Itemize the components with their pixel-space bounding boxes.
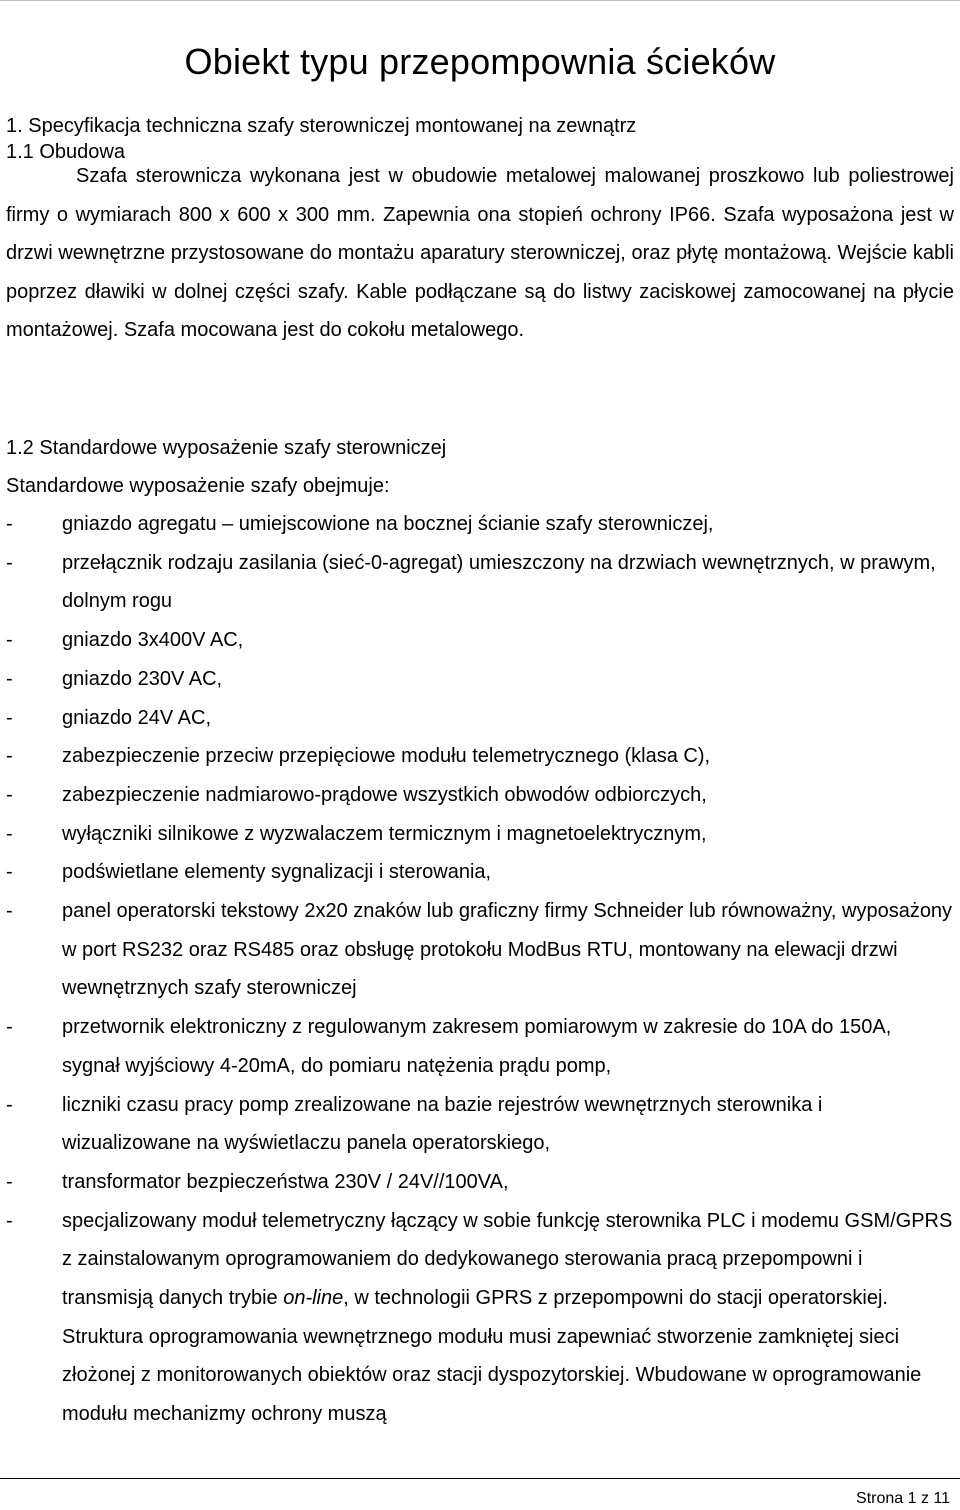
list-item — [6, 1086, 954, 1163]
list-item — [6, 1202, 954, 1434]
footer-divider — [0, 1478, 960, 1479]
list-item-text: panel operatorski tekstowy 2x20 znaków lub graficzny firmy Schneider lub równoważny, wyposażony w port RS232 oraz RS485 oraz obsługę protokołu ModBus RTU, montowany na elewacji drzwi wewnętrznych szafy sterowniczej — [62, 900, 953, 1000]
list-item — [6, 621, 954, 660]
page-number-footer: Strona 1 z 11 — [856, 1490, 950, 1507]
list-dash: - — [6, 1093, 13, 1116]
list-item — [6, 853, 954, 892]
section-1-1-text: Szafa sterownicza wykonana jest w obudowie metalowej malowanej proszkowo lub poliestrowej firmy o wymiarach 800 x 600 x 300 mm. Zapewnia ona stopień ochrony IP66. Szafa wyposażona jest w drzwi wewnętrzne przystosowane do montażu aparatury sterowniczej, oraz płytę montażową. Wejście kabli poprzez dławiki w dolnej części szafy. Kable podłączane są do listwy zaciskowej zamocowanej na płycie montażowej. Szafa mocowana jest do cokołu metalowego. — [6, 165, 954, 341]
list-item-text-part: specjalizowany moduł telemetryczny łączący w sobie funkcję sterownika PLC i modemu GSM/GPRS z zainstalowanym oprogramowaniem do dedykowanego sterowania pracą przepompowni i transmisją danych trybie — [62, 1209, 953, 1310]
list-item-text: transformator bezpieczeństwa 230V / 24V//100VA, — [62, 1170, 509, 1193]
list-item — [6, 1008, 954, 1085]
list-dash: - — [6, 1170, 13, 1193]
list-item-text: przetwornik elektroniczny z regulowanym zakresem pomiarowym w zakresie do 10A do 150A, sygnał wyjściowy 4-20mA, do pomiaru natężenia prądu pomp, — [62, 1016, 892, 1077]
list-dash: - — [6, 629, 13, 652]
list-item-text: zabezpieczenie przeciw przepięciowe modułu telemetrycznego (klasa C), — [62, 745, 711, 768]
list-dash: - — [6, 513, 13, 535]
paragraph-indent — [6, 165, 76, 187]
online-italic-text: on-line — [283, 1287, 344, 1310]
list-item-text-part: , w technologii GPRS z przepompowni do stacji operatorskiej. Struktura oprogramowania wewnętrznego modułu musi zapewniać stworzenie zamkniętej sieci złożonej z monitorowanych obiektów oraz stacji dyspozytorskiej. Wbudowane w oprogramowanie modułu mechanizmy ochrony muszą — [62, 1287, 922, 1426]
list-item-text: podświetlane elementy sygnalizacji i sterowania, — [62, 861, 492, 884]
section-1-heading: 1. Specyfikacja techniczna szafy sterowniczej montowanej na zewnątrz — [6, 115, 637, 137]
list-item-text: gniazdo agregatu – umiejscowione na bocznej ścianie szafy sterowniczej, — [62, 513, 714, 535]
list-item — [6, 815, 954, 854]
list-item — [6, 699, 954, 738]
list-dash: - — [6, 783, 13, 806]
section-1-1-heading: 1.1 Obudowa — [6, 141, 125, 163]
list-dash: - — [6, 822, 13, 845]
list-item — [6, 737, 954, 776]
list-item-text: gniazdo 3x400V AC, — [62, 629, 244, 652]
list-dash: - — [6, 1209, 13, 1232]
list-item-text: przełącznik rodzaju zasilania (sieć-0-agregat) umieszczony na drzwiach wewnętrznych, w prawym, dolnym rogu — [62, 551, 936, 613]
list-item — [6, 505, 954, 544]
document-title: Obiekt typu przepompownia ścieków — [184, 41, 776, 82]
list-item-text: gniazdo 24V AC, — [62, 706, 211, 729]
list-item — [6, 776, 954, 815]
list-dash: - — [6, 900, 13, 923]
equipment-list — [6, 505, 954, 1434]
section-1-2-heading: 1.2 Standardowe wyposażenie szafy sterowniczej — [6, 437, 447, 459]
list-dash: - — [6, 706, 13, 729]
list-item — [6, 660, 954, 699]
list-dash: - — [6, 745, 13, 768]
list-item — [6, 892, 954, 1008]
list-item — [6, 1163, 954, 1202]
section-1-2-intro: Standardowe wyposażenie szafy obejmuje: — [6, 475, 390, 497]
list-item-text: zabezpieczenie nadmiarowo-prądowe wszystkich obwodów odbiorczych, — [62, 783, 707, 806]
list-dash: - — [6, 551, 13, 574]
section-1-1-paragraph — [6, 157, 954, 350]
list-dash: - — [6, 1016, 13, 1039]
list-item-text: gniazdo 230V AC, — [62, 667, 223, 690]
list-dash: - — [6, 861, 13, 884]
list-item-text: wyłączniki silnikowe z wyzwalaczem termicznym i magnetoelektrycznym, — [62, 822, 707, 845]
list-dash: - — [6, 667, 13, 690]
list-item-text: liczniki czasu pracy pomp zrealizowane na bazie rejestrów wewnętrznych sterownika i wizualizowane na wyświetlaczu panela operatorskiego, — [62, 1093, 823, 1155]
list-item-text — [62, 1202, 954, 1434]
list-item — [6, 544, 954, 621]
